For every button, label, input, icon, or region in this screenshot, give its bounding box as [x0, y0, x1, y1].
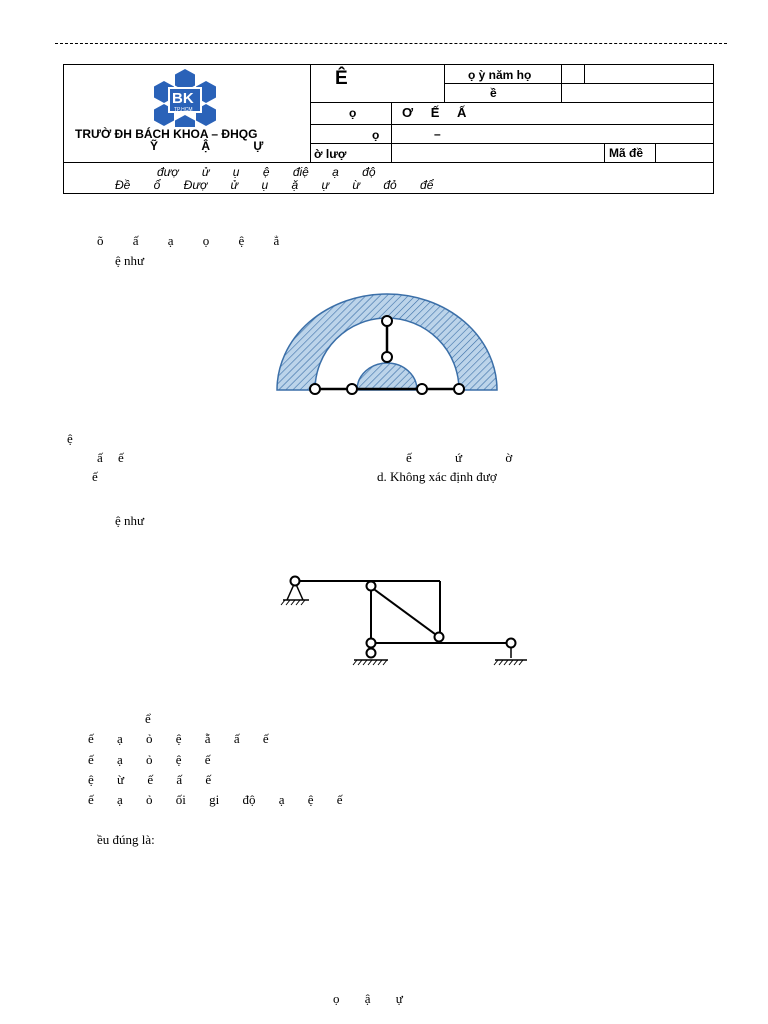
- hinge-left-inner: [347, 384, 357, 394]
- exam-note-line2: Đề ổ Đượ ử ụ ặ ự ừ đỏ để: [115, 178, 434, 192]
- joint-diagonal-end: [435, 633, 444, 642]
- question1-subintro: ệ như: [115, 253, 145, 268]
- question2-frame-structure-diagram: [275, 570, 530, 670]
- question1-option-a: ấ ế: [97, 450, 124, 465]
- exam-title: Ê: [335, 68, 348, 89]
- hinge-middle: [382, 352, 392, 362]
- question2-option-b: ế ạ ỏ ệ ế: [88, 752, 211, 767]
- hinge-right-inner: [417, 384, 427, 394]
- hinge-right-outer: [454, 384, 464, 394]
- subject-code-value: –: [434, 127, 441, 141]
- question2-option-d: ế ạ ỏ ối gi độ ạ ệ ế: [88, 792, 343, 807]
- question1-arch-structure-diagram: [270, 285, 505, 400]
- school-name-line1: TRƯỜ ĐH BÁCH KHOA – ĐHQG: [75, 127, 258, 141]
- subject-value: Ơ Ế Ấ: [402, 105, 467, 120]
- question1-option-b: ế ứ ờ: [406, 450, 513, 465]
- hinge-top: [382, 316, 392, 326]
- subject-label: ọ: [349, 106, 357, 120]
- question2-option-a: ế ạ ỏ ệ ẵ ấ ế: [88, 731, 269, 746]
- joint-right-support: [507, 639, 516, 648]
- question1-intro: õ ấ ạ ọ ệ ẳ: [97, 233, 280, 248]
- question1-prompt: ệ: [67, 431, 73, 446]
- question1-option-d: d. Không xác định đượ: [377, 469, 497, 484]
- logo-text: BK: [172, 90, 194, 107]
- joint-top: [367, 582, 376, 591]
- hinge-left-outer: [310, 384, 320, 394]
- question2-prompt: ể: [145, 711, 151, 726]
- joint-left-support: [291, 577, 300, 586]
- subject-code-label: ọ: [372, 128, 380, 142]
- time-label: ờ lượ: [314, 147, 347, 161]
- exam-note-line1: đượ ử ụ ệ điệ ạ độ: [157, 165, 376, 179]
- question1-option-c: ế: [92, 469, 98, 484]
- joint-middle-base: [367, 639, 376, 648]
- exam-number-label: ề: [490, 86, 497, 100]
- question2-option-c: ệ ừ ế ấ ế: [88, 772, 212, 787]
- question2-subintro: ệ như: [115, 513, 145, 528]
- school-name-line2: Ỹ Ậ Ự: [150, 139, 264, 153]
- top-dashed-separator: [55, 43, 727, 44]
- joint-middle-support: [367, 649, 376, 658]
- logo-subtext: TP.HCM: [174, 107, 193, 113]
- page-footer: ọ ậ ự: [333, 991, 403, 1006]
- question2-conclusion: ều đúng là:: [97, 832, 155, 847]
- school-year-label: ọ ỳ năm họ: [468, 68, 532, 82]
- exam-code-label: Mã đề: [609, 146, 644, 160]
